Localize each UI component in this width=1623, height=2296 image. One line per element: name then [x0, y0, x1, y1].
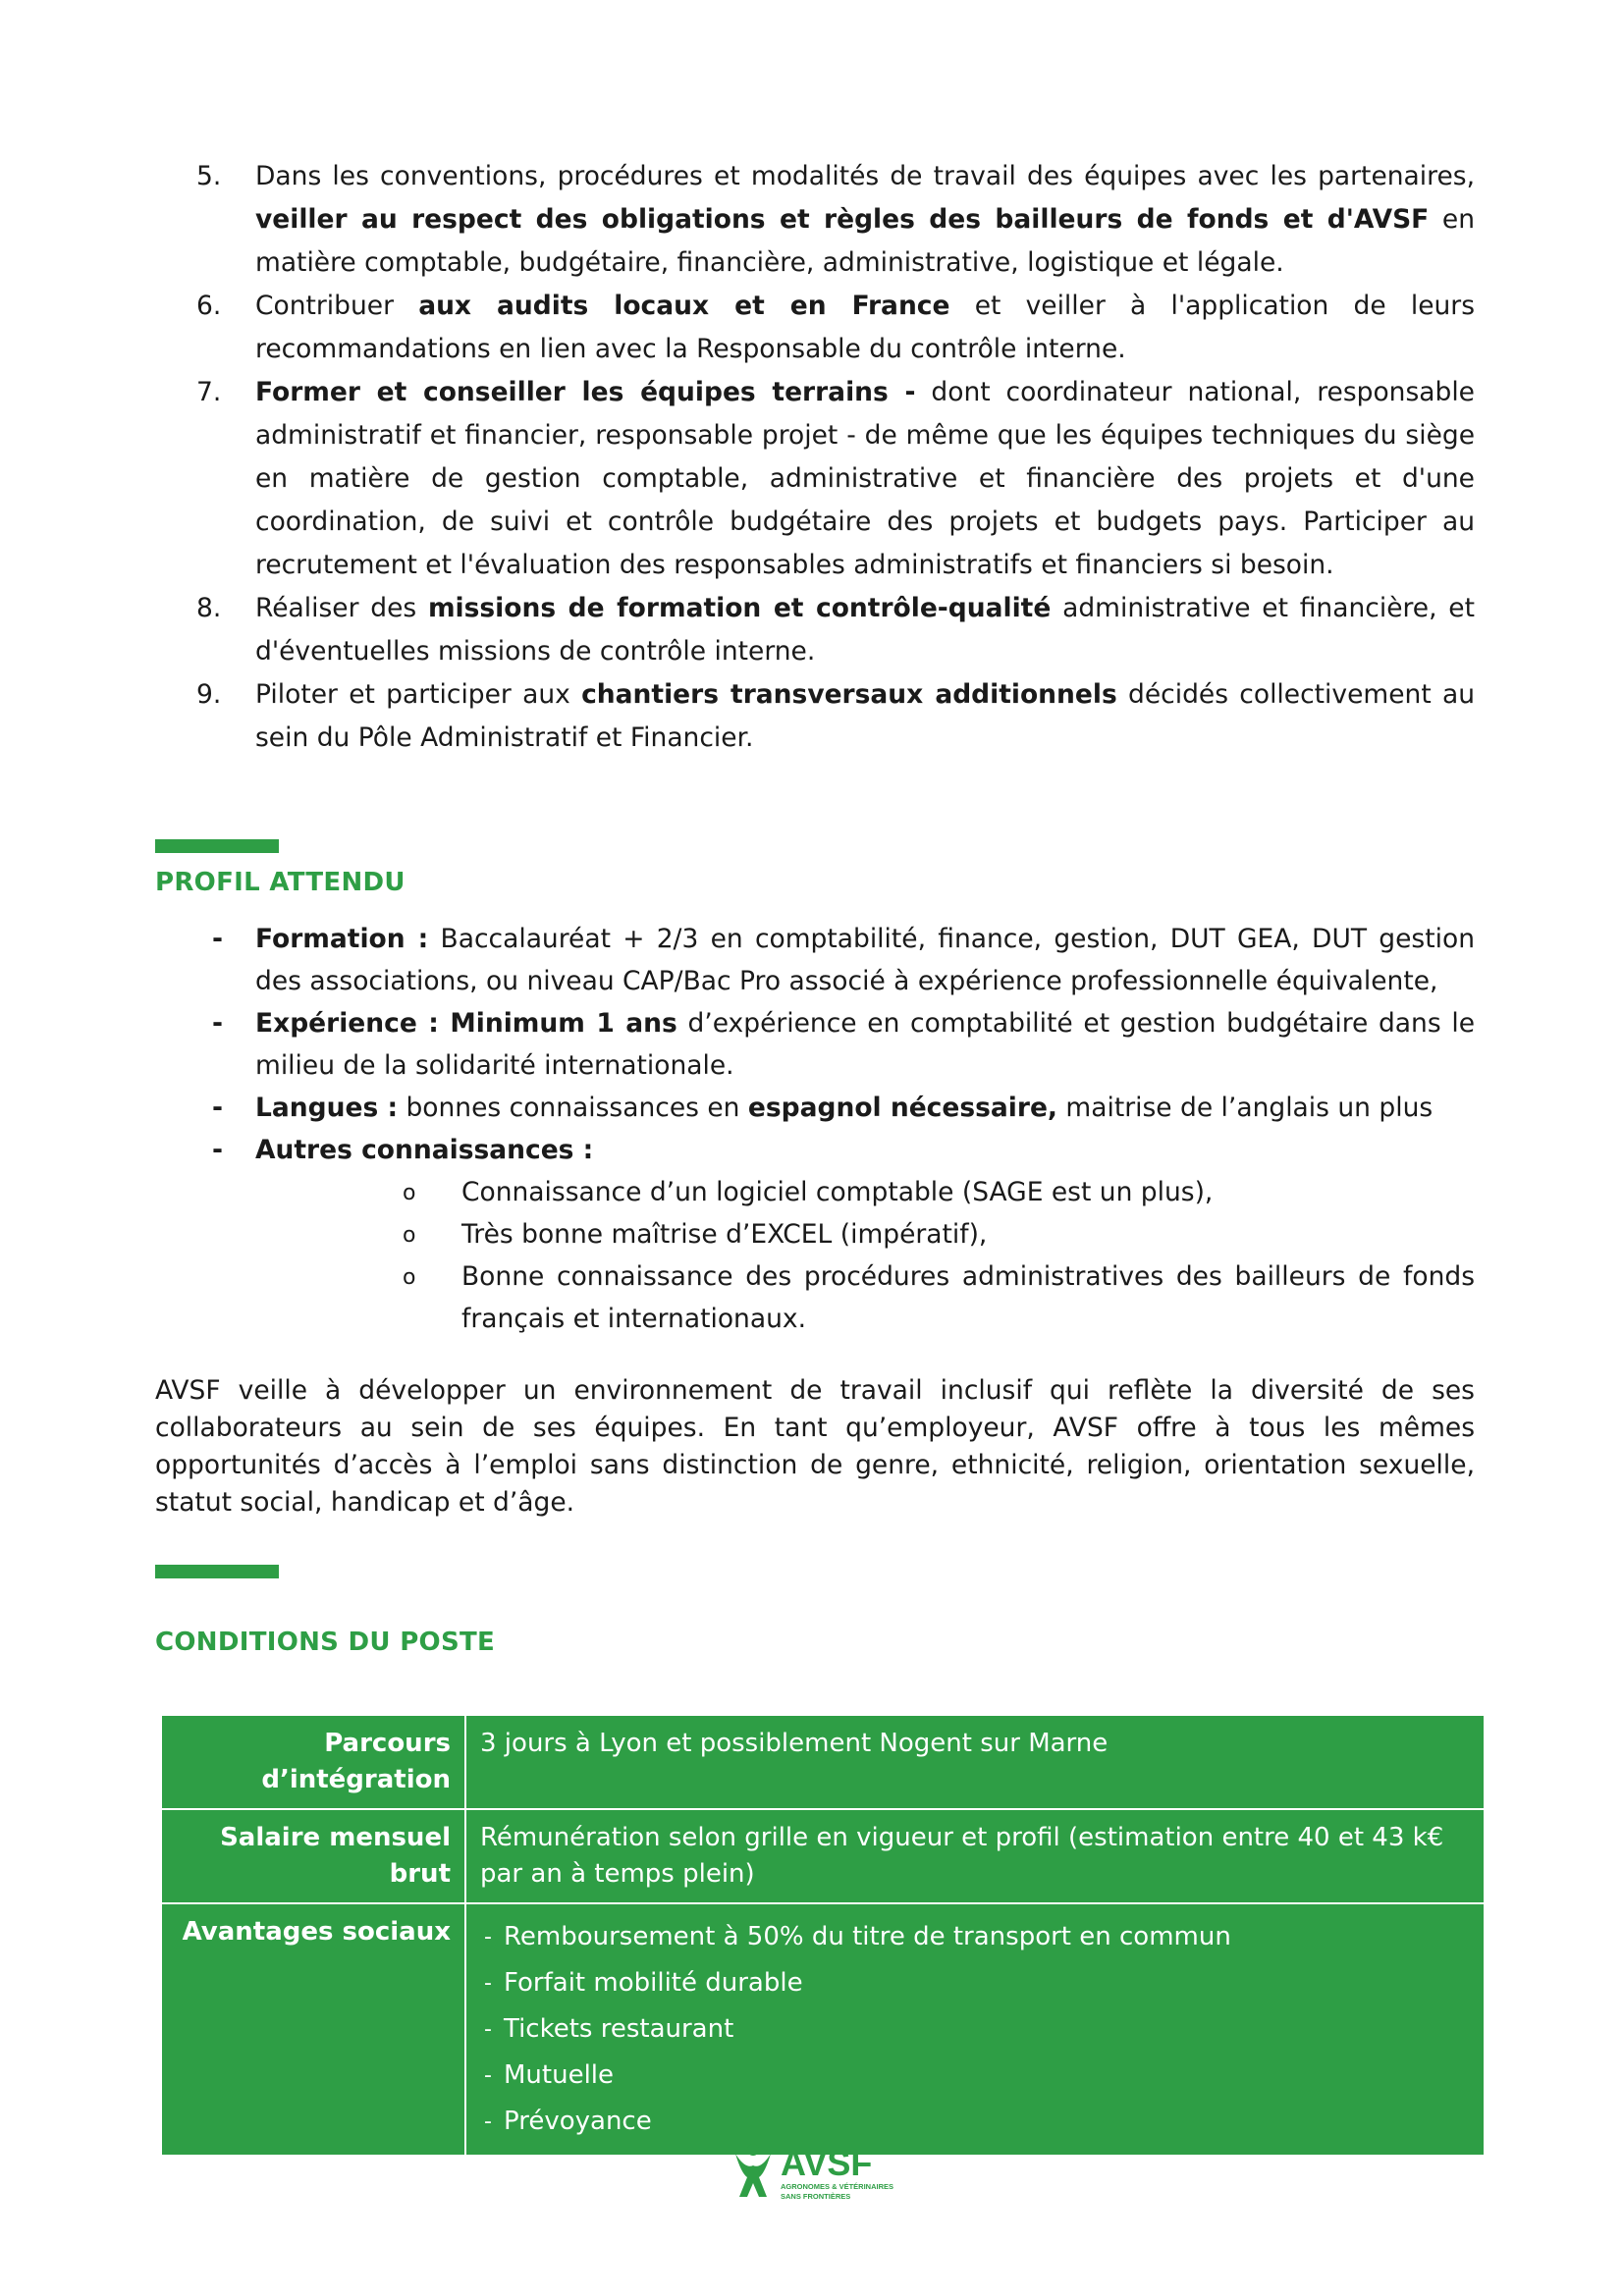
row-value: 3 jours à Lyon et possiblement Nogent sur Marne — [465, 1715, 1485, 1809]
benefit-item: - Forfait mobilité durable — [484, 1968, 803, 1998]
item-number: 5. — [196, 161, 222, 191]
row-value: Rémunération selon grille en vigueur et profil (estimation entre 40 et 43 k€ par an à temps plein) — [465, 1809, 1485, 1903]
list-item: 6. Contribuer aux audits locaux et en France et veiller à l'application de leurs recommandations en lien avec la Responsable du contrôle interne. — [196, 285, 1475, 371]
list-item: 5. Dans les conventions, procédures et modalités de travail des équipes avec les partenaires, veiller au respect des obligations et règles des bailleurs de fonds et d'AVSF en matière comptable, budgétaire, financière, administrative, logistique et légale. — [196, 155, 1475, 285]
list-item: - Langues : bonnes connaissances en espagnol nécessaire, maitrise de l’anglais un plus — [212, 1093, 1434, 1123]
section-accent-bar — [155, 1565, 279, 1578]
section-accent-bar — [155, 839, 279, 853]
row-label: Parcours d’intégration — [161, 1715, 465, 1809]
benefits-list — [480, 1914, 1470, 2145]
list-item: 9. Piloter et participer aux chantiers transversaux additionnels décidés collectivement au sein du Pôle Administratif et Financier. — [196, 673, 1475, 760]
diversity-paragraph: AVSF veille à développer un environnement de travail inclusif qui reflète la diversité de ses collaborateurs au sein de ses équipes. En tant qu’employeur, AVSF offre à tous les mêmes opportunités d’accès à l’emploi sans distinction de genre, ethnicité, religion, orientation sexuelle, statut social, handicap et d’âge. — [155, 1375, 1475, 1518]
row-label: Salaire mensuel brut — [161, 1809, 465, 1903]
table-row — [161, 1809, 1485, 1903]
svg-text:AGRONOMES & VÉTÉRINAIRES: AGRONOMES & VÉTÉRINAIRES — [781, 2182, 894, 2191]
item-number: 8. — [196, 593, 222, 623]
table-row — [161, 1715, 1485, 1809]
conditions-table — [160, 1714, 1486, 2157]
sub-list-item: o Très bonne maîtrise d’EXCEL (impératif), — [403, 1219, 988, 1250]
row-label: Avantages sociaux — [161, 1903, 465, 2156]
benefit-item: - Remboursement à 50% du titre de transport en commun — [484, 1922, 1231, 1951]
svg-text:SANS FRONTIÈRES: SANS FRONTIÈRES — [781, 2192, 851, 2201]
list-item: - Formation : Baccalauréat + 2/3 en comptabilité, finance, gestion, DUT GEA, DUT gestion des associations, ou niveau CAP/Bac Pro associé à expérience professionnelle équivalente, — [212, 924, 1475, 996]
tasks-list — [196, 155, 1475, 760]
profil-list — [196, 918, 1475, 1340]
sub-list-item: o Bonne connaissance des procédures administratives des bailleurs de fonds français et internationaux. — [403, 1261, 1475, 1334]
benefit-item: - Mutuelle — [484, 2060, 615, 2090]
list-item: - Autres connaissances : o Connaissance d’un logiciel comptable (SAGE est un plus), o Très bonne maîtrise d’EXCEL (impératif), o Bonne connaissance des procédures administratives des bailleurs de fonds français et internationaux. — [196, 1129, 1475, 1340]
item-number: 6. — [196, 291, 222, 321]
item-number: 9. — [196, 679, 222, 710]
benefit-item: - Prévoyance — [484, 2107, 652, 2136]
row-value — [465, 1903, 1485, 2156]
table-row — [161, 1903, 1485, 2156]
section-title-conditions: CONDITIONS DU POSTE — [155, 1628, 496, 1657]
sub-list — [255, 1171, 1475, 1340]
avsf-logo — [731, 2140, 898, 2209]
benefit-item: - Tickets restaurant — [484, 2014, 734, 2044]
section-title-profil: PROFIL ATTENDU — [155, 868, 406, 897]
list-item: 7. Former et conseiller les équipes terrains - dont coordinateur national, responsable administratif et financier, responsable projet - de même que les équipes techniques du siège en matière de gestion comptable, administrative et financière des projets et d'une coordination, de suivi et contrôle budgétaire des projets et budgets pays. Participer au recrutement et l'évaluation des responsables administratifs et financiers si besoin. — [196, 371, 1475, 587]
list-item: 8. Réaliser des missions de formation et contrôle-qualité administrative et financière, et d'éventuelles missions de contrôle interne. — [196, 587, 1475, 673]
list-item: - Expérience : Minimum 1 ans d’expérience en comptabilité et gestion budgétaire dans le milieu de la solidarité internationale. — [212, 1008, 1475, 1081]
sub-list-item: o Connaissance d’un logiciel comptable (SAGE est un plus), — [403, 1177, 1214, 1207]
svg-text:AVSF: AVSF — [781, 2143, 873, 2183]
item-number: 7. — [196, 377, 222, 407]
